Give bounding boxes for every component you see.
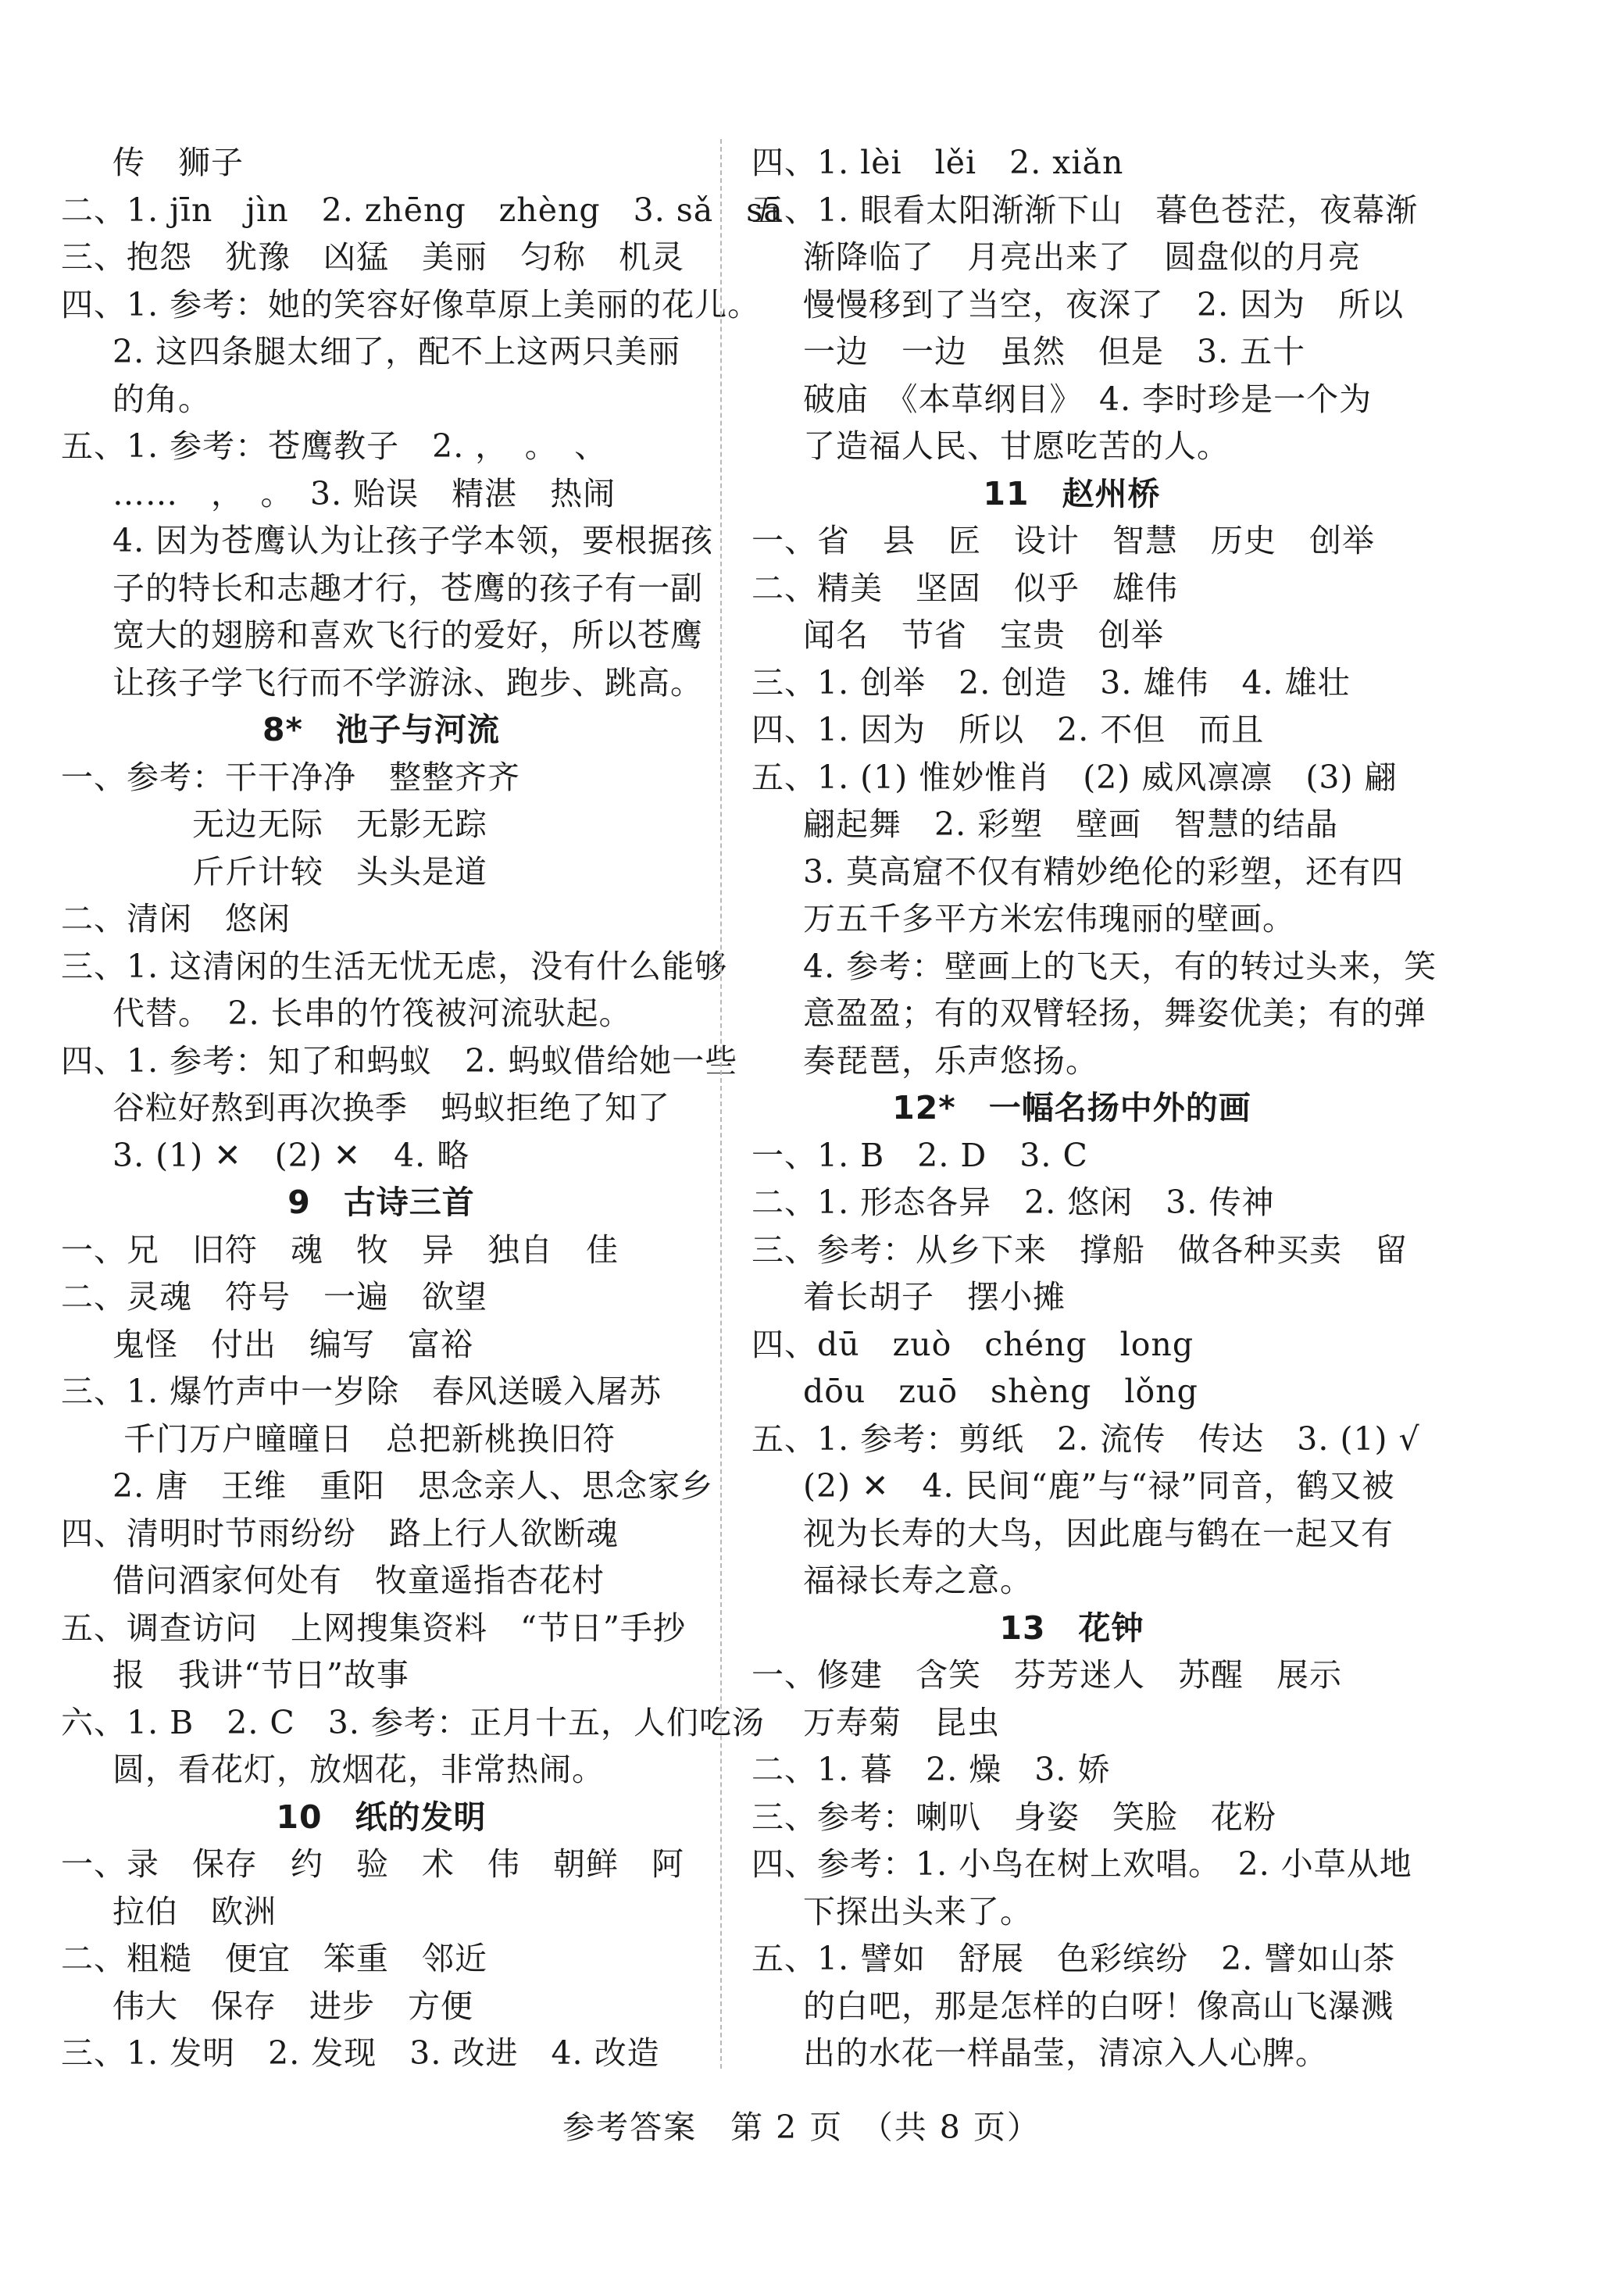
answer-line: 的白吧，那是怎样的白呀！像高山飞瀑溅 xyxy=(803,1987,1394,2025)
answer-line: 三、1. 这清闲的生活无忧无虑，没有什么能够 xyxy=(61,947,728,985)
answer-line: 意盈盈；有的双臂轻扬，舞姿优美；有的弹 xyxy=(803,994,1426,1032)
answer-line: 出的水花一样晶莹，清凉入人心脾。 xyxy=(803,2034,1328,2072)
page-footer: 参考答案 第 2 页 （共 8 页） xyxy=(562,2109,1041,2146)
answer-line: 二、1. 形态各异 2. 悠闲 3. 传神 xyxy=(752,1184,1275,1221)
answer-line: …… ， 。 3. 贻误 精湛 热闹 xyxy=(112,474,616,512)
answer-line: 五、1. (1) 惟妙惟肖 (2) 威风凛凛 (3) 翩 xyxy=(752,758,1398,796)
section-heading: 11 赵州桥 xyxy=(983,474,1161,512)
answer-line: 四、dū zuò chéng long xyxy=(752,1325,1194,1363)
answer-line: 二、1. jīn jìn 2. zhēng zhèng 3. sǎ sā xyxy=(61,191,784,229)
answer-line: 一、参考：干干净净 整整齐齐 xyxy=(61,758,520,796)
answer-line: 报 我讲“节日”故事 xyxy=(112,1656,409,1694)
answer-line: 的角。 xyxy=(112,380,211,418)
answer-line: 五、1. 参考：苍鹰教子 2. ， 。 、 xyxy=(61,427,608,465)
answer-line: 一、兄 旧符 魂 牧 异 独自 佳 xyxy=(61,1230,619,1269)
answer-line: 千门万户曈曈日 总把新桃换旧符 xyxy=(112,1419,616,1458)
answer-line: 五、1. 参考：剪纸 2. 流传 传达 3. (1) √ xyxy=(752,1419,1420,1458)
answer-line: 一、修建 含笑 芬芳迷人 苏醒 展示 xyxy=(752,1656,1342,1694)
answer-line: 伟大 保存 进步 方便 xyxy=(112,1987,473,2025)
answer-line: 3. (1) ✕ (2) ✕ 4. 略 xyxy=(112,1136,470,1174)
answer-line: 三、抱怨 犹豫 凶猛 美丽 匀称 机灵 xyxy=(61,238,684,276)
answer-line: 二、清闲 悠闲 xyxy=(61,900,291,937)
answer-line: 四、1. 因为 所以 2. 不但 而且 xyxy=(752,711,1265,748)
answer-line: 奏琵琶，乐声悠扬。 xyxy=(803,1041,1098,1080)
answer-line: 下探出头来了。 xyxy=(803,1892,1033,1930)
answer-line: 二、粗糙 便宜 笨重 邻近 xyxy=(61,1940,487,1977)
answer-line: 二、1. 暮 2. 燥 3. 娇 xyxy=(752,1751,1111,1788)
section-heading: 13 花钟 xyxy=(999,1609,1144,1647)
answer-line: (2) ✕ 4. 民间“鹿”与“禄”同音，鹤又被 xyxy=(803,1467,1395,1505)
answer-line: 斤斤计较 头头是道 xyxy=(192,852,487,891)
answer-line: 借问酒家何处有 牧童遥指杏花村 xyxy=(112,1562,605,1599)
column-divider xyxy=(720,139,722,2069)
answer-line: 四、参考：1. 小鸟在树上欢唱。 2. 小草从地 xyxy=(752,1845,1412,1883)
right-column xyxy=(752,139,1437,2077)
answer-line: 五、1. 眼看太阳渐渐下山 暮色苍茫，夜幕渐 xyxy=(752,191,1419,229)
answer-line: 四、清明时节雨纷纷 路上行人欲断魂 xyxy=(61,1514,619,1552)
answer-line: dōu zuō shèng lǒng xyxy=(803,1373,1198,1410)
answer-line: 一边 一边 虽然 但是 3. 五十 xyxy=(803,333,1306,370)
answer-line: 圆，看花灯，放烟花，非常热闹。 xyxy=(112,1751,605,1788)
answer-line: 破庙 《本草纲目》 4. 李时珍是一个为 xyxy=(803,380,1373,418)
answer-line: 三、1. 创举 2. 创造 3. 雄伟 4. 雄壮 xyxy=(752,663,1351,702)
answer-line: 渐降临了 月亮出来了 圆盘似的月亮 xyxy=(803,238,1361,276)
answer-line: 让孩子学飞行而不学游泳、跑步、跳高。 xyxy=(112,663,703,702)
answer-line: 福禄长寿之意。 xyxy=(803,1562,1033,1599)
answer-line: 子的特长和志趣才行，苍鹰的孩子有一副 xyxy=(112,569,703,607)
answer-line: 一、录 保存 约 验 术 伟 朝鲜 阿 xyxy=(61,1845,684,1883)
section-heading: 12* 一幅名扬中外的画 xyxy=(892,1089,1251,1127)
answer-line: 六、1. B 2. C 3. 参考：正月十五，人们吃汤 xyxy=(61,1703,765,1741)
answer-line: 二、精美 坚固 似乎 雄伟 xyxy=(752,569,1178,607)
answer-line: 二、灵魂 符号 一遍 欲望 xyxy=(61,1278,487,1316)
answer-line: 四、1. lèi lěi 2. xiǎn xyxy=(752,144,1124,181)
answer-line: 传 狮子 xyxy=(112,144,244,181)
answer-line: 三、参考：从乡下来 撑船 做各种买卖 留 xyxy=(752,1230,1408,1269)
section-heading: 10 纸的发明 xyxy=(276,1798,487,1836)
answer-line: 一、省 县 匠 设计 智慧 历史 创举 xyxy=(752,522,1375,559)
answer-line: 视为长寿的大鸟，因此鹿与鹤在一起又有 xyxy=(803,1514,1394,1552)
answer-line: 万寿菊 昆虫 xyxy=(803,1703,1000,1741)
answer-line: 三、1. 发明 2. 发现 3. 改进 4. 改造 xyxy=(61,2034,660,2072)
answer-line: 4. 参考：壁画上的飞天，有的转过头来，笑 xyxy=(803,947,1437,985)
answer-line: 三、参考：喇叭 身姿 笑脸 花粉 xyxy=(752,1798,1276,1836)
answer-line: 3. 莫高窟不仅有精妙绝伦的彩塑，还有四 xyxy=(803,852,1405,891)
answer-line: 一、1. B 2. D 3. C xyxy=(752,1136,1088,1174)
section-heading: 8* 池子与河流 xyxy=(262,711,500,748)
answer-line: 2. 这四条腿太细了，配不上这两只美丽 xyxy=(112,333,681,370)
answer-line: 四、1. 参考：她的笑容好像草原上美丽的花儿。 xyxy=(61,285,761,323)
answer-line: 谷粒好熬到再次换季 蚂蚁拒绝了知了 xyxy=(112,1089,670,1127)
answer-line: 2. 唐 王维 重阳 思念亲人、思念家乡 xyxy=(112,1467,714,1505)
answer-line: 鬼怪 付出 编写 富裕 xyxy=(112,1325,473,1363)
answer-line: 4. 因为苍鹰认为让孩子学本领，要根据孩 xyxy=(112,522,714,559)
answer-line: 万五千多平方米宏伟瑰丽的壁画。 xyxy=(803,900,1295,937)
answer-line: 代替。 2. 长串的竹筏被河流驮起。 xyxy=(112,994,632,1032)
answer-line: 五、1. 譬如 舒展 色彩缤纷 2. 譬如山茶 xyxy=(752,1940,1396,1977)
answer-line: 闻名 节省 宝贵 创举 xyxy=(803,616,1164,654)
answer-line: 宽大的翅膀和喜欢飞行的爱好，所以苍鹰 xyxy=(112,616,703,654)
answer-line: 五、调查访问 上网搜集资料 “节日”手抄 xyxy=(61,1609,686,1647)
section-heading: 9 古诗三首 xyxy=(287,1184,475,1221)
answer-line: 拉伯 欧洲 xyxy=(112,1892,277,1930)
answer-line: 着长胡子 摆小摊 xyxy=(803,1278,1066,1316)
left-column xyxy=(61,139,784,2077)
answer-line: 了造福人民、甘愿吃苦的人。 xyxy=(803,427,1230,465)
answer-line: 四、1. 参考：知了和蚂蚁 2. 蚂蚁借给她一些 xyxy=(61,1041,738,1080)
answer-line: 翩起舞 2. 彩塑 壁画 智慧的结晶 xyxy=(803,805,1339,843)
answer-line: 三、1. 爆竹声中一岁除 春风送暖入屠苏 xyxy=(61,1373,662,1410)
answer-line: 无边无际 无影无踪 xyxy=(192,805,487,843)
answer-line: 慢慢移到了当空，夜深了 2. 因为 所以 xyxy=(803,285,1405,323)
